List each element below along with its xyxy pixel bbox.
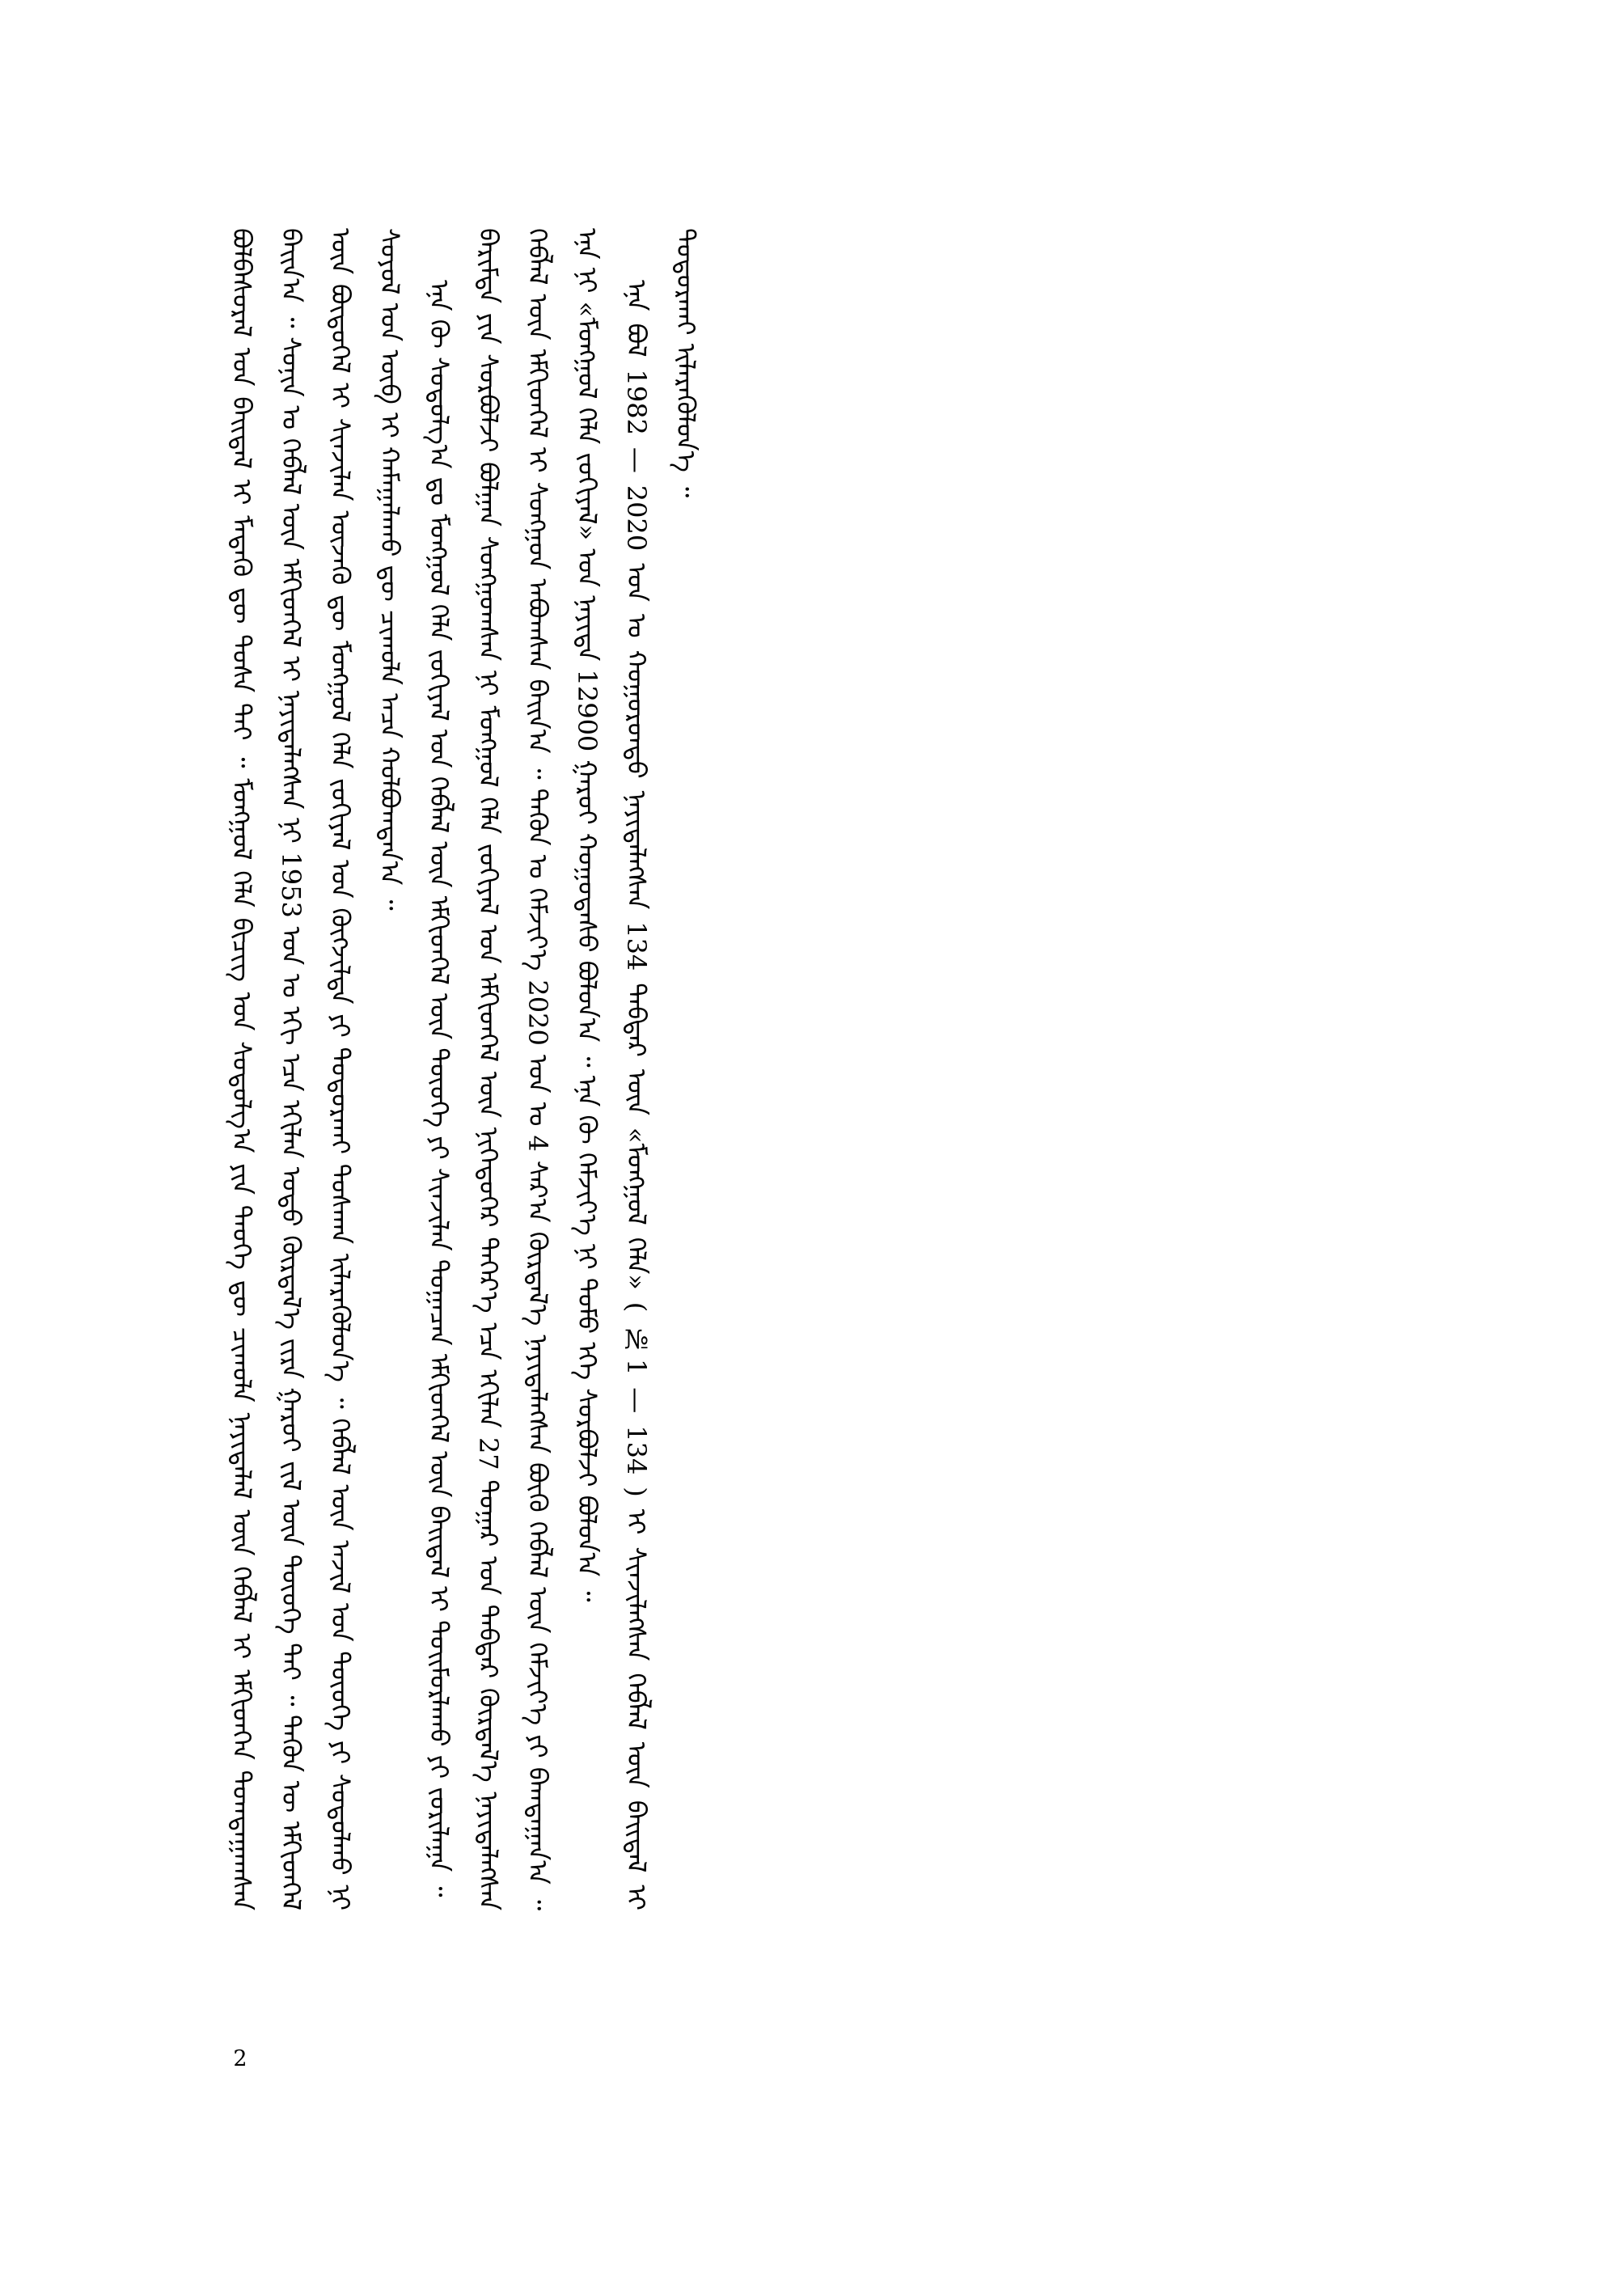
body-text-block xyxy=(217,228,1406,1910)
paragraph-1: ᠪᠣᠯᠪᠠᠰᠤᠷᠠᠯ ᠤᠨ ᠪᠠᠢᠳᠠᠯ ᠢ ᠮᠡᠳᠡᠬᠦ ᠳᠦ ᠲᠤᠰᠠ ᠲᠠᠢ ᠃ ᠮᠣᠩᠭᠣᠯ ᠬᠡᠯᠡ ᠪᠢᠴᠢᠭ ᠤᠨ ᠰᠤᠳᠤᠯᠭ᠎ᠠ ᠶᠢᠨ ᠲᠡᠤᠬᠡ ᠳᠦ ᠴᠢᠬᠤᠯᠠ ᠨᠡᠶᠢᠲᠡᠯᠡᠯ ᠦᠨ ᠬᠡᠪᠯᠡᠯ ᠢ ᠡᠮᠬᠢᠳᠬᠡᠨ ᠲᠣᠭᠲᠠᠭᠠᠭᠰᠠᠨ ᠪᠠᠢᠨ᠎ᠠ ᠃ ᠰᠣᠨᠢᠨ ᠤ ᠬᠡᠪᠯᠡᠯ ᠦᠨ ᠡᠮᠬᠢᠳᠬᠡᠯ ᠢ ᠨᠡᠶᠢᠲᠡᠯᠡᠭᠰᠡᠨ ᠨᠢ 1953 ᠣᠨ ᠤ ᠡᠬᠢ ᠡᠴᠡ ᠡᠬᠢᠯᠡᠨ ᠣᠳᠣ ᠬᠦᠷᠲᠡᠯ᠎ᠡ ᠵᠢᠷᠠ ᠭᠠᠷᠤᠢ ᠵᠢᠯ ᠦᠨ ᠲᠦᠦᠬᠡ ᠲᠠᠢ ᠃ ᠲᠡᠭᠦᠨ ᠦ ᠡᠮᠬᠢᠳᠬᠡᠯ ᠦᠨ ᠪᠦᠲᠦᠭᠡᠯ ᠢ ᠰᠢᠨᠵᠢᠯᠡᠨ ᠦᠵᠡᠬᠦ ᠳᠦ ᠮᠣᠩᠭᠣᠯ ᠬᠡᠯᠡ ᠵᠣᠬᠢᠶᠠᠯ ᠤᠨ ᠬᠥᠭᠵᠢᠯᠲᠡ ᠶᠢ ᠲᠣᠳᠣᠷᠬᠠᠢ ᠲᠤᠰᠬᠠᠨ ᠢᠯᠡᠷᠡᠭᠦᠯᠦᠨ᠎ᠡ ᠃ ᠬᠡᠪᠯᠡᠯ ᠦᠨ ᠠᠵᠢᠯ ᠤᠨ ᠲᠦᠦᠬᠡ ᠶᠢ ᠰᠣᠳᠣᠯᠬᠤ ᠨᠢ ᠰᠣᠶᠣᠯ ᠤᠨ ᠥᠪ ᠢ ᠬᠠᠮᠠᠭᠠᠯᠠᠬᠤ ᠳᠦ ᠴᠢᠬᠤᠯᠠ ᠠᠴᠠ ᠬᠣᠯᠪᠣᠭᠳᠠᠨ᠎ᠠ ᠃ xyxy=(226,228,405,1910)
paragraph-2: ᠡᠨᠡ ᠬᠦ ᠰᠤᠳᠤᠯᠭ᠎ᠠ ᠳᠤ ᠮᠣᠩᠭᠣᠯ ᠬᠡᠯᠡ ᠵᠣᠬᠢᠶᠠᠯ ᠤᠨ ᠬᠡᠪᠯᠡᠯ ᠦᠨ ᠡᠮᠬᠢᠳᠬᠡᠯ ᠦᠨ ᠲᠦᠦᠬᠡ ᠶᠢ ᠰᠢᠨᠵᠢᠯᠡᠨ ᠲᠣᠭᠠᠴᠠᠨ ᠡᠮᠬᠢᠳᠬᠡᠯ ᠦᠨ ᠪᠠᠢᠳᠠᠯ ᠢ ᠲᠣᠢᠮᠣᠷᠯᠠᠬᠤ ᠶᠢ ᠵᠣᠷᠢᠯᠠᠭᠠ ᠃ xyxy=(424,280,455,1897)
paragraph-3: ᠪᠠᠷᠢᠮᠲᠠ ᠶᠢᠨ ᠰᠤᠷᠪᠤᠯᠵᠢ ᠪᠣᠯᠭᠠᠨ ᠰᠣᠩᠭᠣᠭᠰᠠᠨ ᠨᠢ ᠮᠣᠩᠭᠣᠯ ᠬᠡᠯᠡ ᠵᠣᠬᠢᠶᠠᠯ ᠤᠨ ᠡᠮᠬᠢᠳᠬᠡᠯ ᠦᠨ ᠨᠢᠭᠡᠳᠦᠭᠡᠷ ᠳᠡᠭᠡᠷ᠎ᠡ ᠡᠴᠡ ᠡᠬᠢᠯᠡᠨ 27 ᠳᠤᠭᠠᠷ ᠤᠨ ᠳᠡᠪᠲᠡᠷ ᠬᠦᠷᠲᠡᠯ᠎ᠡ ᠨᠡᠶᠢᠲᠡᠯᠡᠭᠰᠡᠨ ᠬᠡᠪᠯᠡᠯ ᠦᠨ ᠡᠮᠬᠢᠳᠬᠡᠯ ᠢ ᠰᠣᠩᠭᠣᠨ ᠠᠪᠤᠭᠰᠠᠨ ᠪᠠᠢᠨ᠎ᠠ ᠃ ᠲᠡᠭᠦᠨ ᠤ ᠬᠡᠮᠵᠢᠶ᠎ᠡ 2020 ᠣᠨ ᠤ 4 ᠰᠠᠷ᠎ᠠ ᠬᠦᠷᠲᠡᠯ᠎ᠡ ᠨᠡᠶᠢᠲᠡᠯᠡᠭᠰᠡᠨ ᠪᠦᠬᠦ ᠬᠡᠪᠯᠡᠯ ᠦᠨ ᠬᠡᠮᠵᠢᠶ᠎ᠡ ᠶᠢ ᠪᠠᠭᠲᠠᠭᠠᠨ᠎ᠠ ᠃ ᠡᠨᠡ ᠨᠢ «ᠮᠣᠩᠭᠣᠯ ᠬᠡᠯᠡ ᠵᠣᠬᠢᠶᠠᠯ» ᠤᠨ ᠨᠡᠶᠢᠲᠡ 12900 ᠭᠠᠷᠤᠢ ᠬᠤᠭᠤᠳᠠᠰᠤ ᠪᠣᠯᠤᠨ᠎ᠠ ᠃ ᠡᠨᠡ ᠬᠦ ᠬᠡᠮᠵᠢᠶ᠎ᠡ ᠨᠢ ᠲᠣᠮᠣ ᠡᠬᠡ ᠰᠤᠷᠪᠤᠯᠵᠢ ᠪᠣᠯᠤᠨ᠎ᠠ ᠃ xyxy=(473,228,603,1910)
page-number: 2 xyxy=(233,2046,247,2071)
paragraph-4: ᠡᠨᠡ ᠪᠣᠯ 1982 — 2020 ᠣᠨ ᠤ ᠬᠣᠭᠣᠷᠣᠨᠳᠣ ᠨᠡᠶᠢᠲᠡᠯᠡᠭᠰᠡᠨ 134 ᠳᠡᠪᠲᠡᠷ ᠦᠨ «ᠮᠣᠩᠭᠣᠯ ᠬᠡᠯᠡ» ( №1 — 134 ) ᠢ ᠰᠢᠨᠵᠢᠯᠡᠭᠰᠡᠨ ᠬᠡᠪᠯᠡᠯ ᠦᠨ ᠪᠠᠢᠳᠠᠯ ᠢ ᠲᠣᠳᠣᠷᠬᠠᠢ ᠢᠯᠡᠷᠡᠭᠦᠯᠦᠨ᠎ᠡ ᠃ xyxy=(621,228,701,1910)
